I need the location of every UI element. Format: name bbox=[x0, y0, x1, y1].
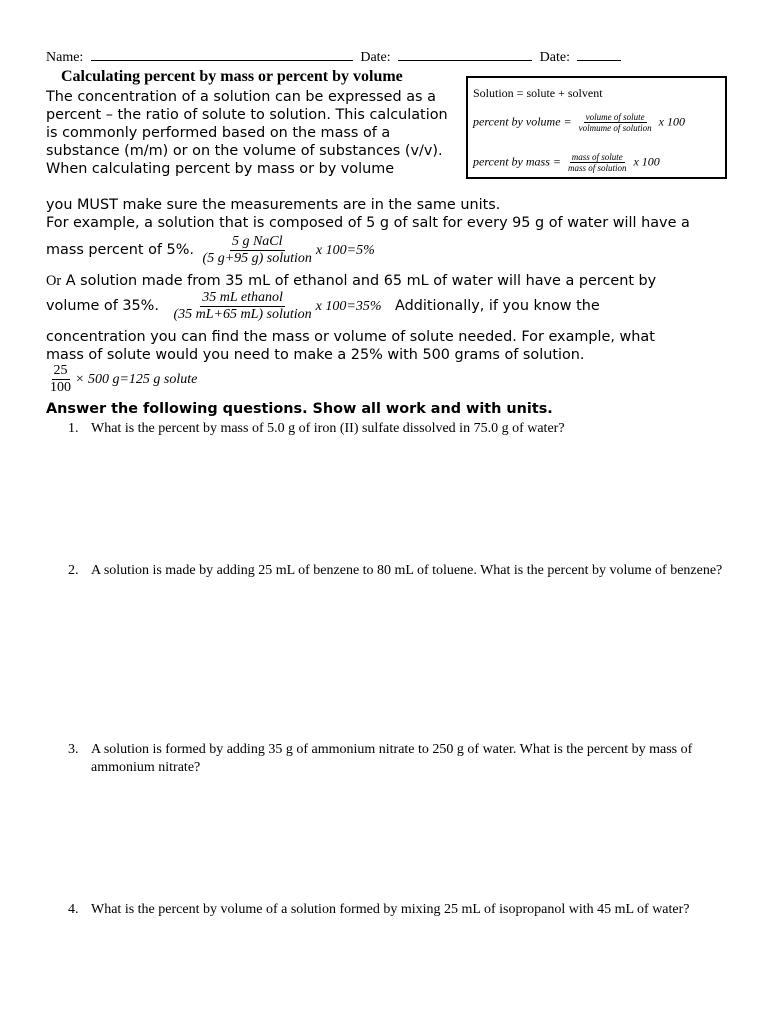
percent-mass-formula bbox=[473, 152, 660, 174]
or-word: Or bbox=[46, 273, 62, 289]
intro-paragraph: The concentration of a solution can be expressed as a percent – the ratio of solute to solution. This calculation is commonly performed based on the mass of a substance (m/m) or on the volume of substances (v/v). When calculating percent by mass or by volume bbox=[46, 89, 448, 177]
question-number: 2. bbox=[68, 563, 79, 578]
question-1 bbox=[0, 420, 768, 460]
question-text: A solution is formed by adding 35 g of ammonium nitrate to 250 g of water. What is the percent by mass of ammonium nitrate? bbox=[91, 742, 693, 775]
question-4 bbox=[0, 901, 768, 941]
formula-box bbox=[466, 76, 727, 179]
header-line bbox=[46, 48, 625, 66]
name-blank[interactable] bbox=[91, 48, 353, 61]
example2-suffix: Additionally, if you know the bbox=[394, 297, 600, 314]
intro-continuation: you MUST make sure the measurements are in the same units. bbox=[46, 197, 501, 213]
example2-text: A solution made from 35 mL of ethanol and 65 mL of water will have a percent by bbox=[61, 273, 657, 289]
question-number: 4. bbox=[68, 902, 79, 917]
percent-mass-numerator: mass of solute bbox=[571, 152, 623, 162]
example2-denominator: (35 mL+65 mL) solution bbox=[173, 307, 312, 323]
calc-result: × 500 g=125 g solute bbox=[75, 371, 198, 387]
percent-mass-multiplier: x 100 bbox=[633, 154, 660, 169]
example1-line2 bbox=[46, 234, 375, 267]
question-text: What is the percent by volume of a solution formed by mixing 25 mL of isopropanol with 45 mL of water? bbox=[91, 902, 690, 917]
date-blank-1[interactable] bbox=[398, 48, 532, 61]
example1-numerator: 5 g NaCl bbox=[230, 234, 285, 251]
example1-denominator: (5 g+95 g) solution bbox=[202, 251, 312, 267]
instructions: Answer the following questions. Show all work and with units. bbox=[46, 401, 553, 417]
question-2 bbox=[0, 562, 768, 602]
percent-volume-numerator: volume of solute bbox=[585, 112, 645, 122]
example2-line1 bbox=[46, 272, 656, 290]
example2-numerator: 35 mL ethanol bbox=[200, 290, 285, 307]
date-blank-2[interactable] bbox=[577, 48, 621, 61]
percent-volume-label: percent by volume = bbox=[473, 114, 572, 129]
example1-result: x 100=5% bbox=[315, 242, 375, 258]
percent-mass-label: percent by mass = bbox=[473, 154, 561, 169]
example2-line3: concentration you can find the mass or volume of solute needed. For example, what bbox=[46, 329, 655, 345]
date-label-2: Date: bbox=[539, 50, 570, 65]
percent-volume-denominator: volmume of solution bbox=[578, 123, 652, 134]
example1-line1: For example, a solution that is composed of 5 g of salt for every 95 g of water will have a bbox=[46, 215, 690, 231]
example2-line4: mass of solute would you need to make a 25% with 500 grams of solution. bbox=[46, 347, 585, 363]
calc-numerator: 25 bbox=[52, 363, 70, 380]
calc-denominator: 100 bbox=[50, 380, 71, 396]
example2-line2 bbox=[46, 290, 600, 323]
example2-result: x 100=35% bbox=[315, 298, 382, 314]
solute-calculation bbox=[46, 363, 197, 396]
example2-prefix: volume of 35%. bbox=[46, 297, 159, 314]
example1-prefix: mass percent of 5%. bbox=[46, 241, 194, 258]
question-3 bbox=[0, 741, 768, 781]
percent-mass-denominator: mass of solution bbox=[567, 163, 627, 174]
name-label: Name: bbox=[46, 50, 84, 65]
solution-definition: Solution = solute + solvent bbox=[473, 86, 603, 100]
percent-volume-formula bbox=[473, 112, 685, 134]
percent-volume-multiplier: x 100 bbox=[658, 114, 685, 129]
question-number: 3. bbox=[68, 742, 79, 757]
date-label-1: Date: bbox=[360, 50, 391, 65]
page-title: Calculating percent by mass or percent by volume bbox=[61, 68, 403, 85]
question-text: What is the percent by mass of 5.0 g of iron (II) sulfate dissolved in 75.0 g of water? bbox=[91, 421, 565, 436]
question-number: 1. bbox=[68, 421, 79, 436]
question-text: A solution is made by adding 25 mL of benzene to 80 mL of toluene. What is the percent by volume of benzene? bbox=[91, 563, 723, 578]
